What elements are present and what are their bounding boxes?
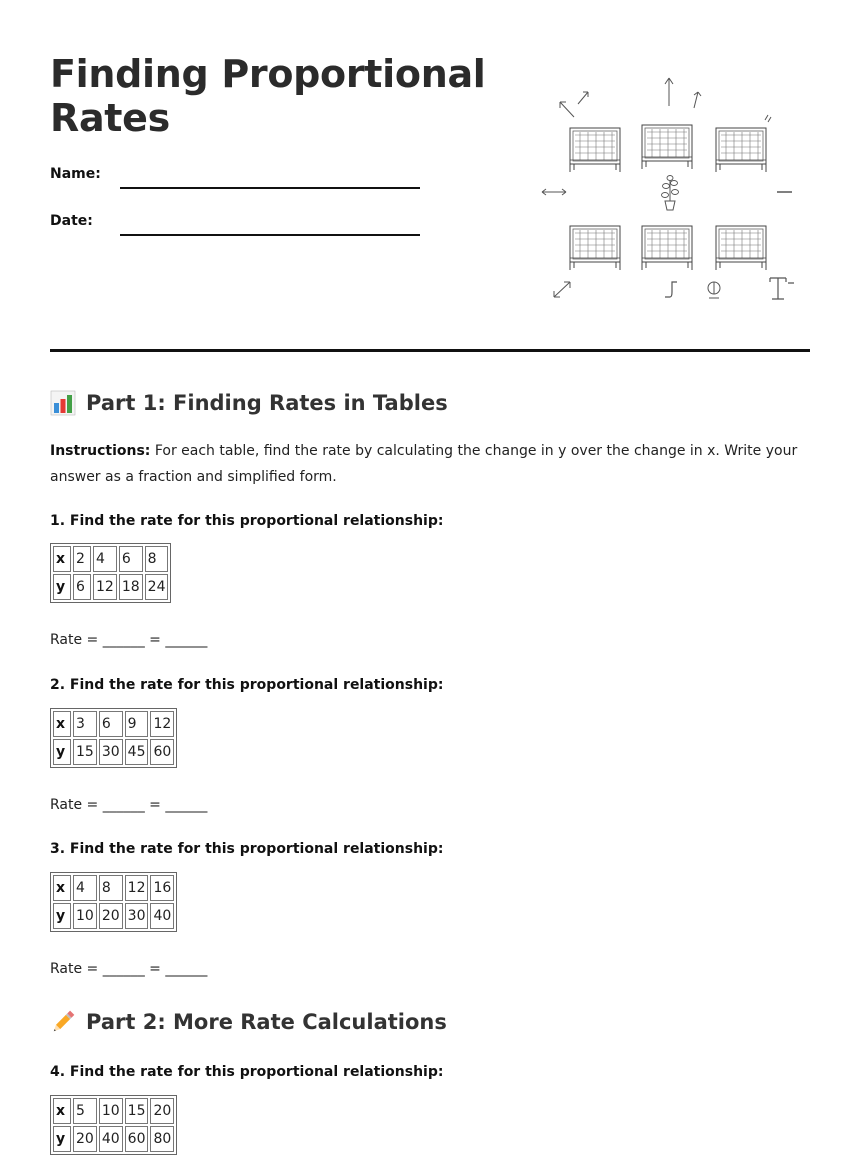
table-cell: 8 xyxy=(145,546,169,572)
table-row-y xyxy=(53,1126,174,1152)
table-row-y xyxy=(53,574,168,600)
classroom-desks-illustration xyxy=(534,70,796,306)
table-cell: 4 xyxy=(73,875,97,901)
table-cell: 8 xyxy=(99,875,123,901)
question-4-table xyxy=(50,1095,177,1155)
question-2-rate-line[interactable]: Rate = ______ = ______ xyxy=(50,797,208,813)
question-1-rate-line[interactable]: Rate = ______ = ______ xyxy=(50,632,208,648)
date-label: Date: xyxy=(50,213,93,229)
instructions-label: Instructions: xyxy=(50,443,151,459)
table-cell: 20 xyxy=(150,1098,174,1124)
table-cell: 15 xyxy=(73,739,97,765)
table-cell: 30 xyxy=(125,903,149,929)
part1-heading xyxy=(50,390,448,416)
table-cell: 12 xyxy=(150,711,174,737)
table-cell: 18 xyxy=(119,574,143,600)
table-cell: 6 xyxy=(99,711,123,737)
table-cell: 12 xyxy=(93,574,117,600)
table-cell: 16 xyxy=(150,875,174,901)
table-cell: 60 xyxy=(150,739,174,765)
question-2-table xyxy=(50,708,177,768)
table-cell: 40 xyxy=(150,903,174,929)
table-cell: 2 xyxy=(73,546,91,572)
y-header-cell: y xyxy=(53,903,71,929)
table-cell: 30 xyxy=(99,739,123,765)
x-header-cell: x xyxy=(53,711,71,737)
name-label: Name: xyxy=(50,166,101,182)
question-1-prompt: 1. Find the rate for this proportional relationship: xyxy=(50,513,444,529)
table-cell: 12 xyxy=(125,875,149,901)
table-cell: 20 xyxy=(73,1126,97,1152)
table-cell: 4 xyxy=(93,546,117,572)
bar-chart-icon xyxy=(50,390,76,416)
name-field-line[interactable] xyxy=(120,187,420,189)
table-cell: 15 xyxy=(125,1098,149,1124)
question-4-prompt: 4. Find the rate for this proportional relationship: xyxy=(50,1064,444,1080)
table-cell: 6 xyxy=(119,546,143,572)
table-row-x xyxy=(53,1098,174,1124)
table-row-x xyxy=(53,711,174,737)
part2-heading xyxy=(50,1009,447,1035)
question-3-table xyxy=(50,872,177,932)
header-divider xyxy=(50,349,810,352)
table-row-y xyxy=(53,903,174,929)
x-header-cell: x xyxy=(53,546,71,572)
x-header-cell: x xyxy=(53,1098,71,1124)
table-cell: 10 xyxy=(99,1098,123,1124)
table-cell: 10 xyxy=(73,903,97,929)
instructions-text: For each table, find the rate by calculating the change in y over the change in x. Write your answer as a fraction and simplified form. xyxy=(50,443,798,485)
question-3-rate-line[interactable]: Rate = ______ = ______ xyxy=(50,961,208,977)
y-header-cell: y xyxy=(53,1126,71,1152)
table-row-x xyxy=(53,546,168,572)
table-row-x xyxy=(53,875,174,901)
page-title: Finding Proportional Rates xyxy=(50,52,486,140)
table-cell: 40 xyxy=(99,1126,123,1152)
table-cell: 6 xyxy=(73,574,91,600)
table-cell: 3 xyxy=(73,711,97,737)
table-cell: 5 xyxy=(73,1098,97,1124)
y-header-cell: y xyxy=(53,739,71,765)
table-cell: 60 xyxy=(125,1126,149,1152)
instructions xyxy=(50,438,810,490)
table-row-y xyxy=(53,739,174,765)
x-header-cell: x xyxy=(53,875,71,901)
date-field-line[interactable] xyxy=(120,234,420,236)
part1-heading-text: Part 1: Finding Rates in Tables xyxy=(86,391,448,415)
y-header-cell: y xyxy=(53,574,71,600)
question-2-prompt: 2. Find the rate for this proportional relationship: xyxy=(50,677,444,693)
table-cell: 24 xyxy=(145,574,169,600)
part2-heading-text: Part 2: More Rate Calculations xyxy=(86,1010,447,1034)
table-cell: 80 xyxy=(150,1126,174,1152)
pencil-icon xyxy=(50,1009,76,1035)
table-cell: 45 xyxy=(125,739,149,765)
question-3-prompt: 3. Find the rate for this proportional relationship: xyxy=(50,841,444,857)
table-cell: 20 xyxy=(99,903,123,929)
table-cell: 9 xyxy=(125,711,149,737)
question-1-table xyxy=(50,543,171,603)
